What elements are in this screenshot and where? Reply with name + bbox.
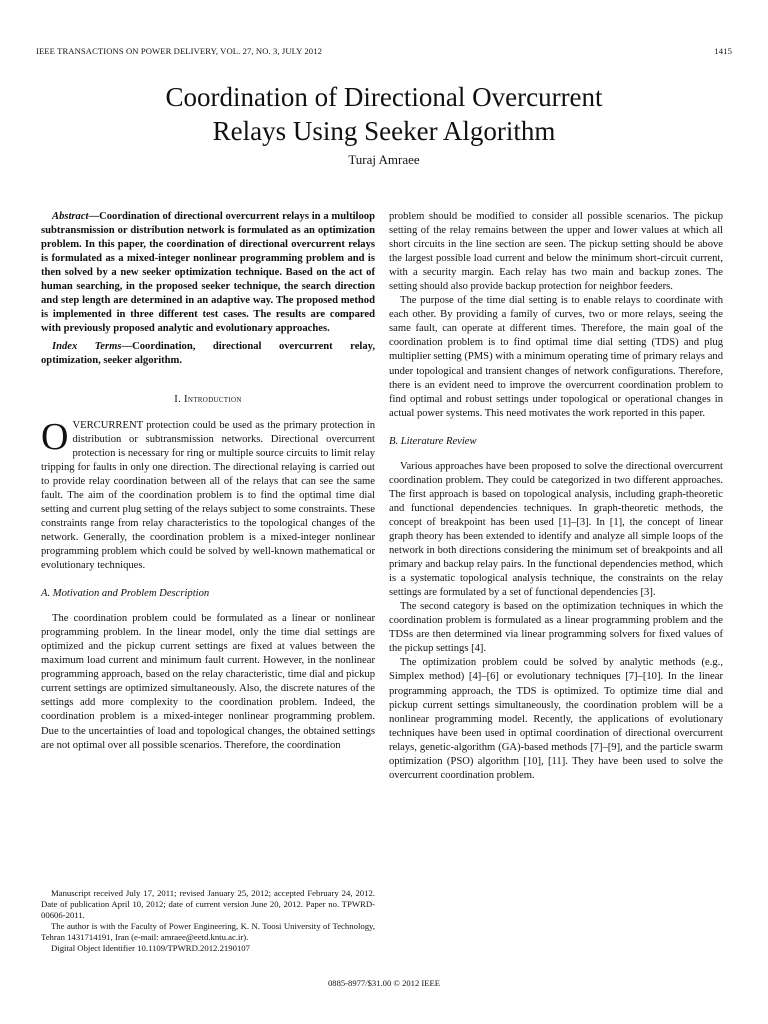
drop-cap: O	[41, 415, 69, 458]
abstract-text: Coordination of directional overcurrent relays in a multiloop subtransmission or distribution network is formulated as an optimization problem. In this paper, the coordination of directional overcurrent relays is formulated as a mixed-integer nonlinear programming problem and is then solved by a new seeker optimization technique. Based on the act of human searching, in the proposed seeker technique, the search direction and step length are determined in an adaptive way. The proposed method is implemented in three different test cases. The results are compared with previously proposed analytic and evolutionary approaches.	[41, 211, 375, 335]
copyright-line: 0885-8977/$31.00 © 2012 IEEE	[327, 978, 441, 988]
time-dial-paragraph: The purpose of the time dial setting is to enable relays to coordinate with each other. By providing a family of curves, two or more relays, seeing the same fault, can operate at different times. Therefore, the main goal of the coordination problem is to find optimal time dial setting (TDS) and plug multiplier setting (PMS) with a minimum operating time of primary relays and under topological and transient changes of network configurations. Therefore, there is an evident need to improve the overcurrent coordination problem to find optimal and robust settings under topological or operational changes in actual power systems. This need motivates the work reported in this paper.	[389, 295, 723, 419]
footnote-manuscript: Manuscript received July 17, 2011; revised January 25, 2012; accepted February 24, 2012. Date of publication April 10, 2012; date of current version June 20, 2012. Paper no. TPWRD-00606-2011.	[41, 888, 375, 921]
section-heading-introduction	[41, 393, 375, 407]
intro-text: protection could be used as the primary protection in distribution or subtransmission networks. Directional overcurrent protection is necessary for ring or multiple source circuits to limit relay tripping for faults in only one direction. The directional relaying is carried out to provide relay coordination between all of the relays that can see the same fault. The aim of the coordination problem is to find the optimal time dial setting and current plug setting of the relays subject to some constraints. These constraints range from relay characteristics to the topological changes of the network. Generally, the coordination problem is a mixed-integer nonlinear programming problem which could be solved by well-known mathematical or evolutionary techniques.	[41, 419, 375, 572]
section-numeral: I.	[174, 393, 185, 405]
index-terms	[41, 340, 375, 368]
literature-paragraph-2: The second category is based on the optimization techniques in which the coordination problem is formulated as a linear programming problem and the TDSs are then determined via linear programming solvers for fixed values of the pickup settings [4].	[389, 601, 723, 655]
continued-paragraph: problem should be modified to consider all possible scenarios. The pickup setting of the relay remains between the upper and lower values at which all short circuits in the line section are seen. The pickup setting should be above the largest possible load current and below the minimum short-circuit current, with a security margin. Each relay has two main and backup zones. The setting should also provide backup protection for neighbor feeders.	[389, 211, 723, 293]
index-terms-label: Index Terms	[52, 341, 122, 353]
footnote-affiliation: The author is with the Faculty of Power Engineering, K. N. Toosi University of Technology, Tehran 1431714191, Iran (e-mail: amraee@eetd.kntu.ac.ir).	[41, 921, 375, 943]
journal-name: IEEE TRANSACTIONS ON POWER DELIVERY, VOL. 27, NO. 3, JULY 2012	[36, 46, 322, 56]
abstract-dash: —	[88, 211, 100, 222]
title-line-2: Relays Using Seeker Algorithm	[212, 116, 556, 146]
section-title: Introduction	[184, 393, 242, 405]
abstract	[41, 210, 375, 336]
abstract-label: Abstract	[52, 211, 89, 222]
subsection-heading-motivation: A. Motivation and Problem Description	[41, 588, 210, 600]
index-terms-dash: —	[121, 341, 133, 353]
footnote-doi: Digital Object Identifier 10.1109/TPWRD.2012.2190107	[51, 943, 250, 954]
intro-first-word: VERCURRENT	[72, 419, 143, 431]
page-number: 1415	[714, 46, 732, 56]
intro-paragraph	[41, 415, 375, 574]
literature-paragraph-3: The optimization problem could be solved by analytic methods (e.g., Simplex method) [4]–[6] or evolutionary techniques [7]–[10]. In the linear programming approach, the TDS is optimized. To optimize time dial and pickup current settings simultaneously, the coordination problem will be a nonlinear programming model. Recently, the applications of evolutionary techniques have been used in optimal coordination of directional overcurrent relays, genetic-algorithm (GA)-based methods [7]–[9], and the particle swarm optimization (PSO) algorithm [10], [11]. They have been used to solve the overcurrent coordination problem.	[389, 657, 723, 781]
author-name: Turaj Amraee	[348, 152, 420, 167]
footnote	[41, 888, 375, 955]
literature-paragraph-1: Various approaches have been proposed to solve the directional overcurrent coordination problem. They could be categorized in two different approaches. The first approach is based on topological analysis, including graph-theoretic and functional dependencies techniques. In graph-theoretic methods, the concept of breakpoint has been used [1]–[3]. In [1], the concept of linear graph theory has been extended to identify and analyze all simple loops of the network in both directions considering the minimum set of breakpoints and all primary and backup relay pairs. In the functional dependencies method, which is a systematic topological analysis technique, the constraints on the relay settings are formulated by a set of functional dependencies [3].	[389, 460, 723, 599]
running-header	[36, 46, 732, 56]
title-line-1: Coordination of Directional Overcurrent	[165, 82, 603, 112]
motivation-paragraph: The coordination problem could be formulated as a linear or nonlinear programming problem. In the linear model, only the time dial settings are optimized and the pickup current settings are fixed at values between the maximum load current and minimum fault current. However, in the nonlinear programming approach, based on the relay characteristic, time dial and pickup current settings are optimized simultaneously. Also, the discrete natures of the settings add more complexity to the coordination problem. Indeed, the coordination problem is a mixed-integer nonlinear programming problem. Due to the uncertainties of load and topological changes, the obtained settings are not optimal over all possible scenarios. Therefore, the coordination	[41, 613, 375, 751]
subsection-heading-literature: B. Literature Review	[389, 435, 477, 447]
right-column	[389, 210, 723, 783]
index-terms-text: Coordination, directional overcurrent relay, optimization, seeker algorithm.	[41, 341, 375, 367]
paper-title	[36, 80, 732, 148]
left-column	[41, 210, 375, 753]
